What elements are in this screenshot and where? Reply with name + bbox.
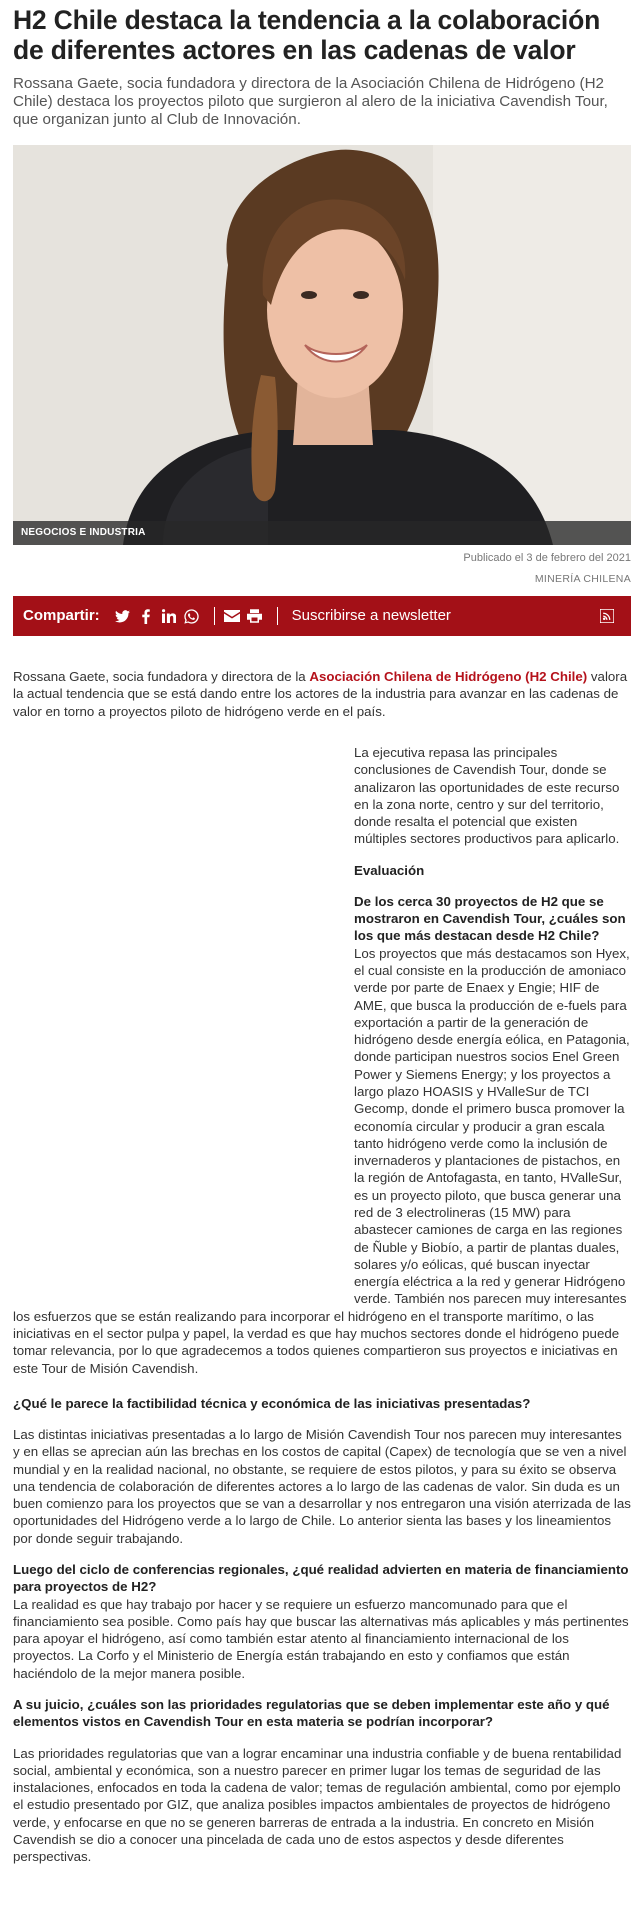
intro-text-cont: valora la actual tendencia que se está dando entre los actores de la industria para avanzar en las cadenas de valor en torno a proyectos piloto de hidrógeno verde en el país. — [13, 669, 628, 719]
question: De los cerca 30 proyectos de H2 que se mostraron en Cavendish Tour, ¿cuáles son los que más destacan desde H2 Chile? — [354, 893, 626, 944]
paragraph: La ejecutiva repasa las principales conclusiones de Cavendish Tour, donde se analizaron las oportunidades de este recurso en la zona norte, centro y sur del territorio, donde resalta el potencial que existen múltiples sectores productivos para aplicarlo. — [354, 744, 620, 847]
ad-space — [13, 744, 346, 1305]
article-body — [13, 668, 631, 1865]
share-divider — [277, 607, 278, 625]
answer: Las distintas iniciativas presentadas a lo largo de Misión Cavendish Tour nos parecen muy interesantes y en ellas se aprecian aún las brechas en los costos de capital (Capex) de tecnología que se ven a nivel mundial y en la realidad nacional, no obstante, se requiere de estos pilotos, y para su éxito se observa una tendencia de colaboración de diferentes actores a lo largo de las cadenas de valor. Sin duda es un buen comienzo para los proyectos que se van a desarrollar y nos entregaron una visión aterrizada de las oportunidades del Hidrógeno verde a lo largo de Chile. Lo anterior sienta las bases y los lineamientos por donde seguir trabajando. — [13, 1427, 631, 1546]
question: Luego del ciclo de conferencias regionales, ¿qué realidad advierten en materia de financiamiento para proyectos de H2? — [13, 1562, 629, 1595]
newsletter-link[interactable]: Suscribirse a newsletter — [291, 607, 451, 625]
facebook-icon[interactable] — [137, 607, 155, 625]
h2chile-link[interactable]: Asociación Chilena de Hidrógeno (H2 Chile) — [309, 669, 588, 685]
photo-category-caption: NEGOCIOS E INDUSTRIA — [13, 521, 631, 545]
intro-text: Rossana Gaete, socia fundadora y directora de la — [13, 669, 310, 685]
portrait-illustration — [13, 145, 631, 545]
section-heading: Evaluación — [354, 862, 425, 878]
publish-date: Publicado el 3 de febrero del 2021 — [463, 552, 631, 565]
article-title: H2 Chile destaca la tendencia a la colaboración de diferentes actores en las cadenas de valor — [13, 5, 601, 65]
question: A su juicio, ¿cuáles son las prioridades regulatorias que se deben implementar este año y qué elementos vistos en Cavendish Tour en esta materia se podrían incorporar? — [13, 1697, 610, 1730]
whatsapp-icon[interactable] — [183, 607, 201, 625]
question: ¿Qué le parece la factibilidad técnica y económica de las iniciativas presentadas? — [13, 1395, 531, 1411]
article-photo — [13, 145, 631, 545]
rss-icon[interactable] — [598, 607, 616, 625]
print-icon[interactable] — [246, 607, 264, 625]
answer: Los proyectos que más destacamos son Hyex, el cual consiste en la producción de amoniaco verde por parte de Enaex y Engie; HIF de AME, que busca la producción de e-fuels para exportación a partir de la generación de hidrógeno desde energía eólica, en Patagonia, donde participan nuestros socios Enel Green Power y Siemens Energy; y los proyectos a largo plazo HOASIS y HValleSur de TCI Gecomp, donde el primero busca promover la economía circular y producir a gran escala tanto hidrógeno verde como la inclusión de invernaderos y plantaciones de pistachos, en la región de Antofagasta, en tanto, HValleSur, es un proyecto piloto, que busca generar una red de 3 electrolineras (15 MW) para abastecer camiones de carga en las regiones de Ñuble y Biobío, a partir de plantas duales, solares y/o eólicas, qué buscan inyectar energía eléctrica a la red y generar Hidrógeno verde. También nos parecen muy interesantes los esfuerzos que se están realizando para incorporar el hidrógeno en el transporte marítimo, o las iniciativas en el sector pulpa y papel, la verdad es que hay muchos sectores donde el hidrógeno puede tomar relevancia, por lo que agradecemos a todos quienes compartieron sus proyectos e iniciativas en este Tour de Misión Cavendish. — [13, 945, 630, 1376]
article-lede: Rossana Gaete, socia fundadora y directora de la Asociación Chilena de Hidrógeno (H2 Chile) destaca los proyectos piloto que surgieron al alero de la iniciativa Cavendish Tour, que organizan junto al Club de Innovación. — [13, 75, 608, 129]
share-label: Compartir: — [23, 607, 100, 625]
email-icon[interactable] — [223, 607, 241, 625]
answer: La realidad es que hay trabajo por hacer y se requiere un esfuerzo mancomunado para que el financiamiento sea posible. Como país hay que buscar las alternativas más aplicables y más pertinentes para apoyar el hidrógeno, así como también estar atento al financiamiento internacional de los proyectos. La Corfo y el Ministerio de Energía están trabajando en esto y confiamos que están haciéndolo de la mejor manera posible. — [13, 1596, 629, 1681]
share-divider — [214, 607, 215, 625]
article-source: MINERÍA CHILENA — [534, 573, 631, 586]
share-bar — [13, 596, 631, 636]
qa-block — [13, 1561, 631, 1682]
intro-paragraph — [13, 668, 631, 720]
linkedin-icon[interactable] — [160, 607, 178, 625]
twitter-icon[interactable] — [114, 607, 132, 625]
answer: Las prioridades regulatorias que van a lograr encaminar una industria confiable y de buena rentabilidad social, ambiental y económica, son a nuestro parecer en primer lugar los temas de seguridad de las instalaciones, enfocados en toda la cadena de valor; temas de regulación ambiental, como por ejemplo el estudio presentado por GIZ, que analiza posibles impactos ambientales de proyectos de hidrógeno verde, y enfocarse en que no se generen barreras de entrada a la industria. En concreto en Misión Cavendish se dio a conocer una pincelada de cada uno de estos aspectos y desde diferentes perspectivas. — [13, 1745, 622, 1865]
